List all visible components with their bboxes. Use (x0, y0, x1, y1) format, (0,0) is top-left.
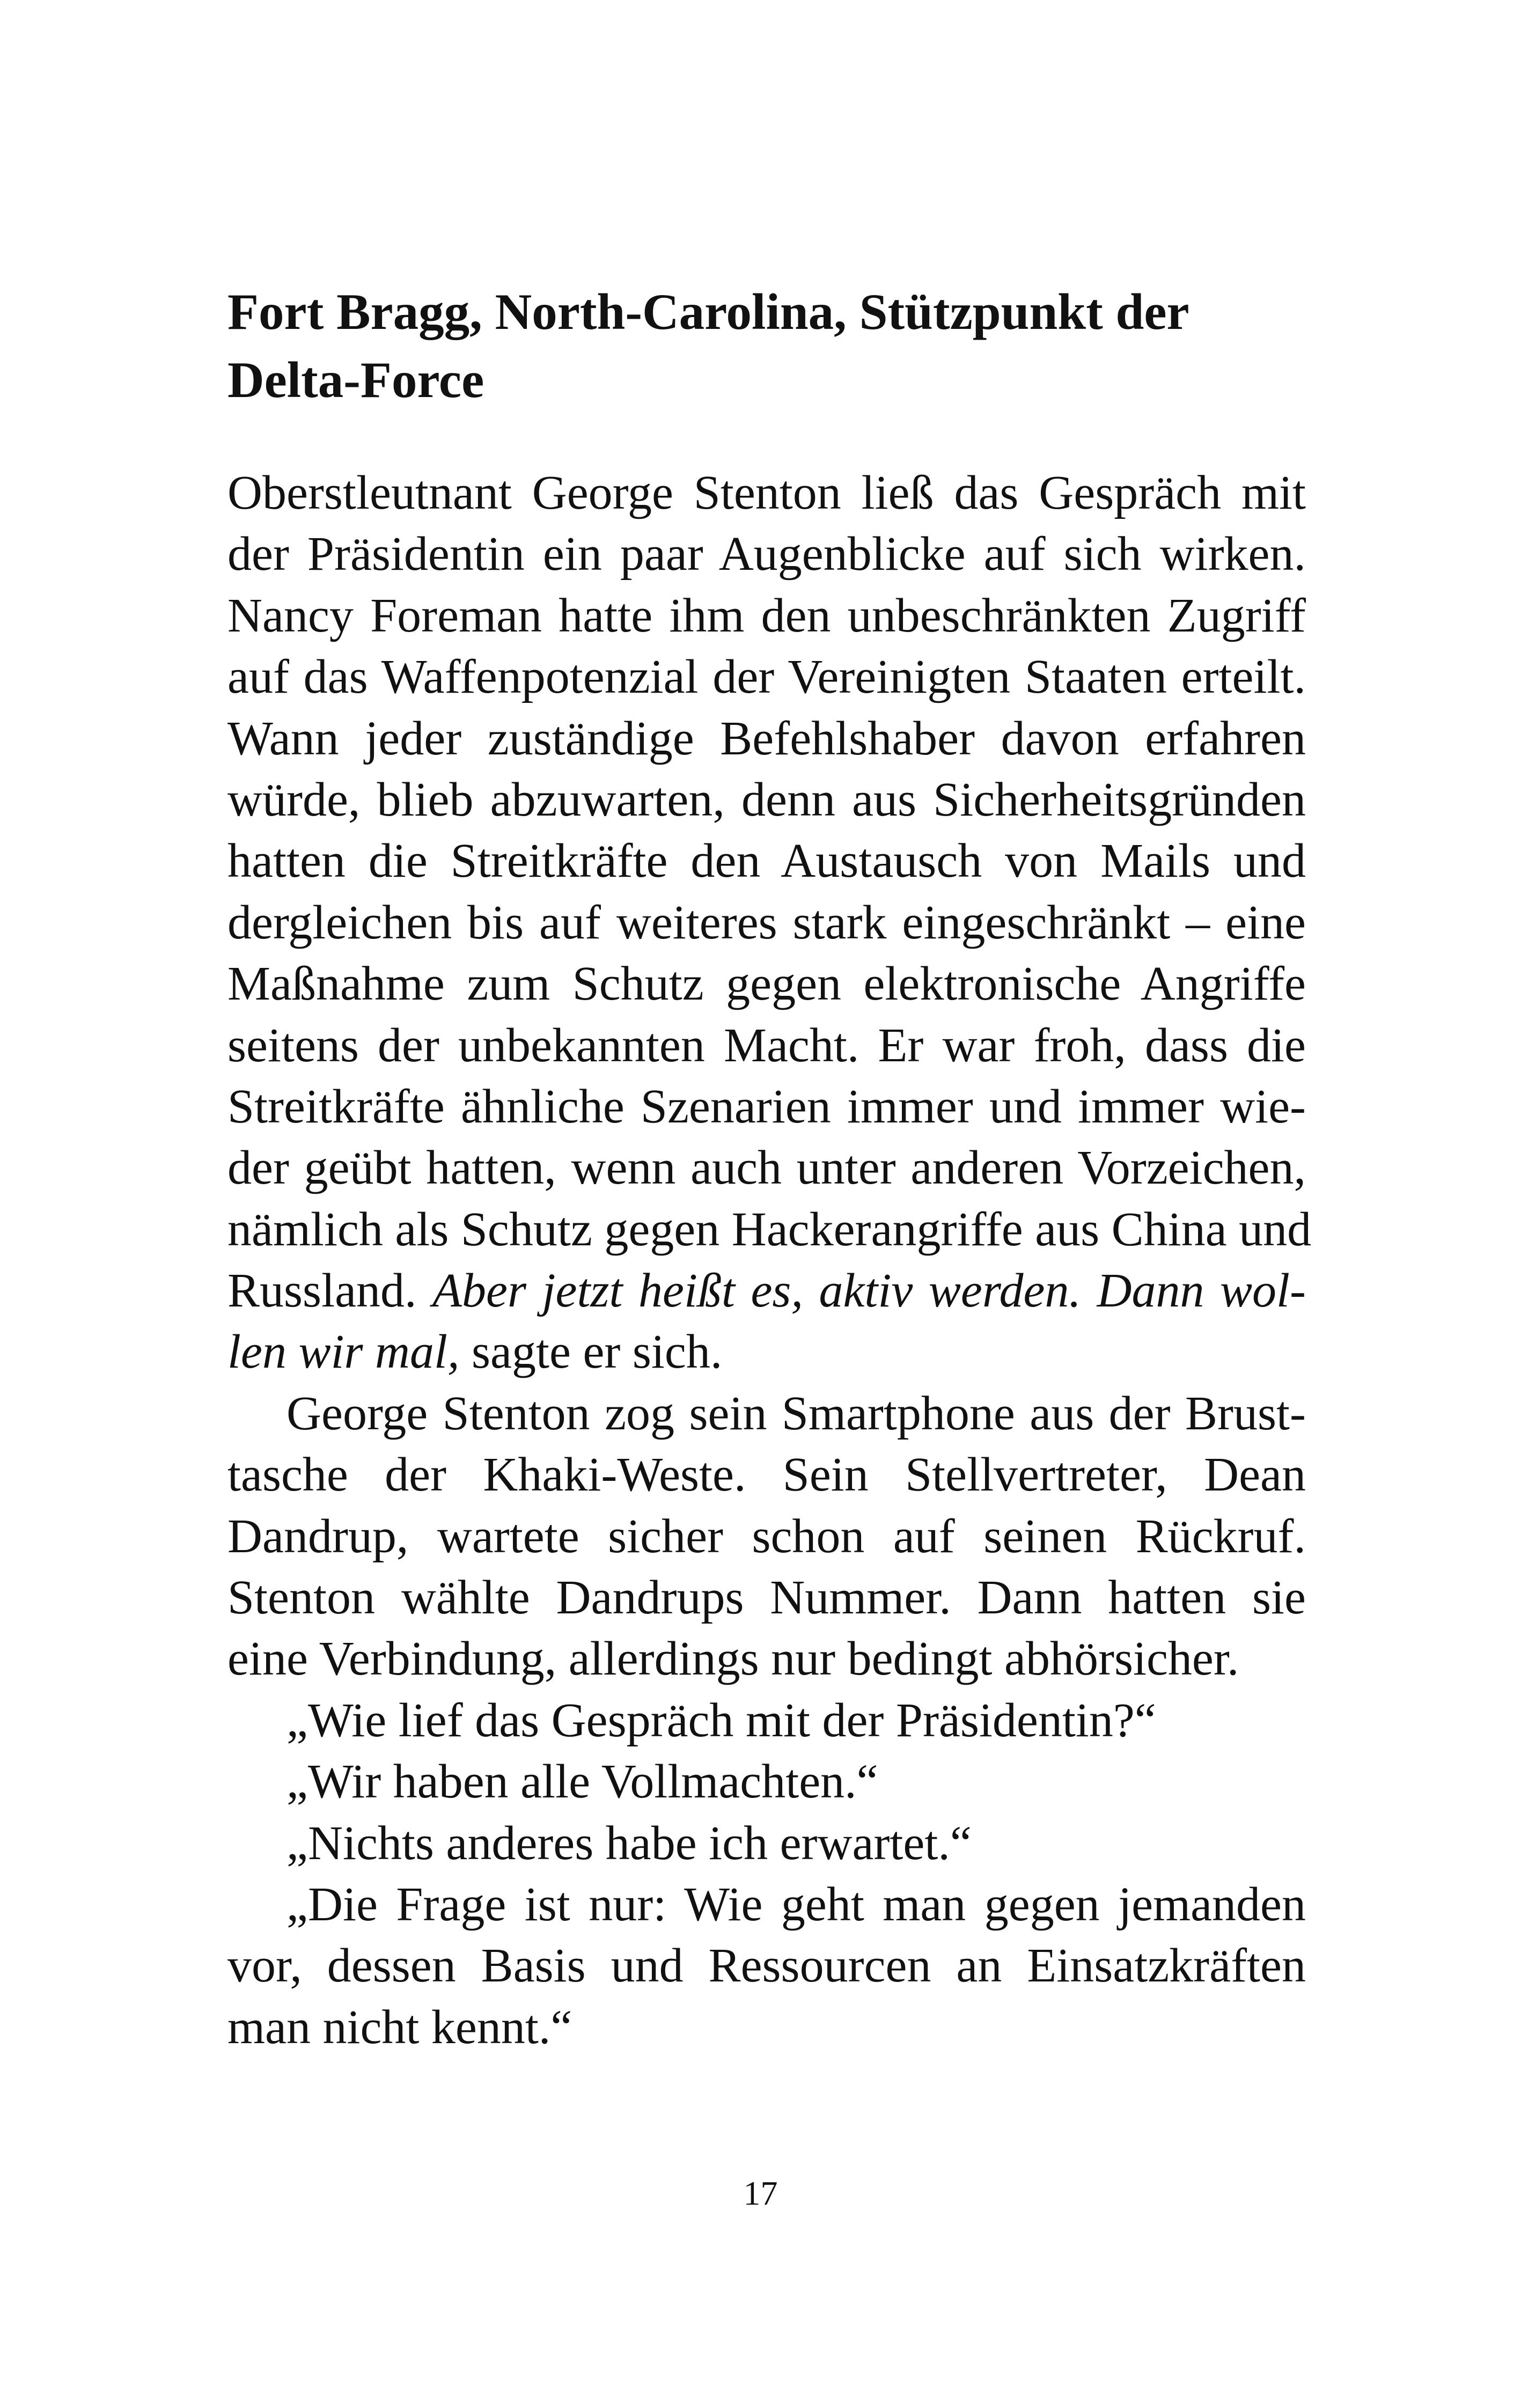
text-line: hatten die Streitkräfte den Austausch von Mails und (227, 834, 1306, 888)
text-line: eine Verbindung, allerdings nur bedingt abhörsicher. (227, 1632, 1239, 1686)
text-line: „Wie lief das Gespräch mit der Präsidentin?“ (286, 1693, 1156, 1747)
text-line: Streitkräfte ähnliche Szenarien immer und immer wie- (227, 1080, 1306, 1133)
text-line: man nicht kennt.“ (227, 2000, 572, 2054)
text-line: dergleichen bis auf weiteres stark eingeschränkt – eine (227, 895, 1306, 949)
text-line: Dandrup, wartete sicher schon auf seinen Rückruf. (227, 1509, 1306, 1563)
text-line: würde, blieb abzuwarten, denn aus Sicherheitsgründen (227, 773, 1306, 826)
text-line: „Die Frage ist nur: Wie geht man gegen jemanden (286, 1877, 1306, 1931)
text-line: seitens der unbekannten Macht. Er war froh, dass die (227, 1018, 1306, 1072)
text-line: Nancy Foreman hatte ihm den unbeschränkten Zugriff (227, 589, 1306, 642)
text-line: Maßnahme zum Schutz gegen elektronische Angriffe (227, 957, 1306, 1011)
text-line (227, 1260, 1306, 1322)
text-line (227, 1322, 1306, 1383)
text-line: George Stenton zog sein Smartphone aus der Brust- (286, 1386, 1306, 1440)
text-line: der geübt hatten, wenn auch unter anderen Vorzeichen, (227, 1141, 1306, 1195)
text-segment: sagte er sich. (472, 1325, 723, 1379)
text-line: nämlich als Schutz gegen Hackerangriffe aus China und (227, 1202, 1312, 1256)
text-line: auf das Waffenpotenzial der Vereinigten Staaten erteilt. (227, 650, 1306, 704)
text-line: der Präsidentin ein paar Augenblicke auf sich wirken. (227, 527, 1306, 581)
text-line: „Nichts anderes habe ich erwartet.“ (286, 1816, 972, 1870)
heading-line: Delta-Force (227, 351, 484, 408)
text-line: Wann jeder zuständige Befehlshaber davon erfahren (227, 711, 1306, 765)
text-line: tasche der Khaki-Weste. Sein Stellvertreter, Dean (227, 1448, 1306, 1502)
text-line: Oberstleutnant George Stenton ließ das Gespräch mit (227, 466, 1306, 519)
body-text (227, 462, 1312, 2058)
text-line: Stenton wählte Dandrups Nummer. Dann hatten sie (227, 1571, 1306, 1625)
italic-text: Aber jetzt heißt es, aktiv werden. Dann wol- (432, 1264, 1306, 1318)
italic-text: len wir mal, (227, 1325, 460, 1379)
heading-line: Fort Bragg, North-Carolina, Stützpunkt der (227, 283, 1189, 340)
text-line: „Wir haben alle Vollmachten.“ (286, 1755, 878, 1809)
text-segment: Russland. (227, 1264, 417, 1318)
text-line: vor, dessen Basis und Ressourcen an Einsatzkräften (227, 1939, 1306, 1993)
chapter-heading (227, 278, 1306, 414)
page-number: 17 (743, 2174, 778, 2212)
